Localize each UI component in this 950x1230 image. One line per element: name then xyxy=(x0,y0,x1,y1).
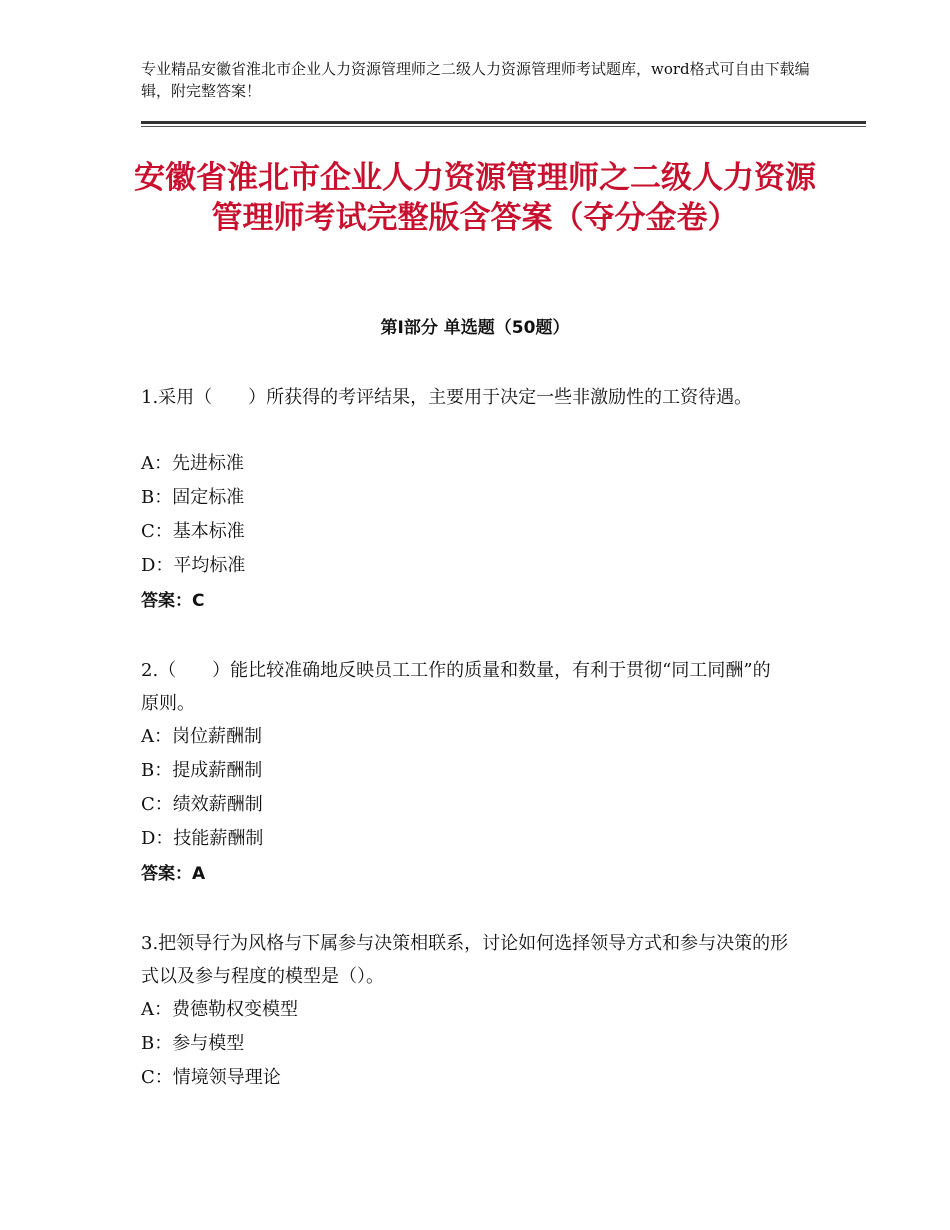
question-2-option-c: C：绩效薪酬制 xyxy=(141,794,263,815)
question-1-option-a: A：先进标准 xyxy=(141,453,244,474)
question-2-option-b: B：提成薪酬制 xyxy=(141,760,263,781)
section-title: 第Ⅰ部分 单选题（50题） xyxy=(380,318,570,338)
question-3-stem: 3.把领导行为风格与下属参与决策相联系，讨论如何选择领导方式和参与决策的形式以及参与程度的模型是（）。 xyxy=(141,933,789,987)
header-rule-thick xyxy=(141,121,866,124)
question-3-option-a: A：费德勒权变模型 xyxy=(141,999,298,1020)
header-note: 专业精品安徽省淮北市企业人力资源管理师之二级人力资源管理师考试题库，word格式可自由下载编辑，附完整答案！ xyxy=(141,60,810,100)
question-3-option-c: C：情境领导理论 xyxy=(141,1067,281,1088)
question-1-option-c: C：基本标准 xyxy=(141,521,245,542)
question-2-option-a: A：岗位薪酬制 xyxy=(141,726,262,747)
question-2-answer: 答案：A xyxy=(141,864,206,884)
header-rule-thin xyxy=(141,126,866,127)
question-1-stem: 1.采用（ ）所获得的考评结果，主要用于决定一些非激励性的工资待遇。 xyxy=(141,387,753,408)
question-1-option-d: D：平均标准 xyxy=(141,555,246,576)
document-title: 安徽省淮北市企业人力资源管理师之二级人力资源管理师考试完整版含答案（夺分金卷） xyxy=(134,160,816,236)
question-2-option-d: D：技能薪酬制 xyxy=(141,828,264,849)
question-3-option-b: B：参与模型 xyxy=(141,1033,245,1054)
question-2-stem: 2.（ ）能比较准确地反映员工工作的质量和数量，有利于贯彻“同工同酬”的原则。 xyxy=(141,660,771,714)
question-1-option-b: B：固定标准 xyxy=(141,487,245,508)
question-1-answer: 答案：C xyxy=(141,591,205,611)
